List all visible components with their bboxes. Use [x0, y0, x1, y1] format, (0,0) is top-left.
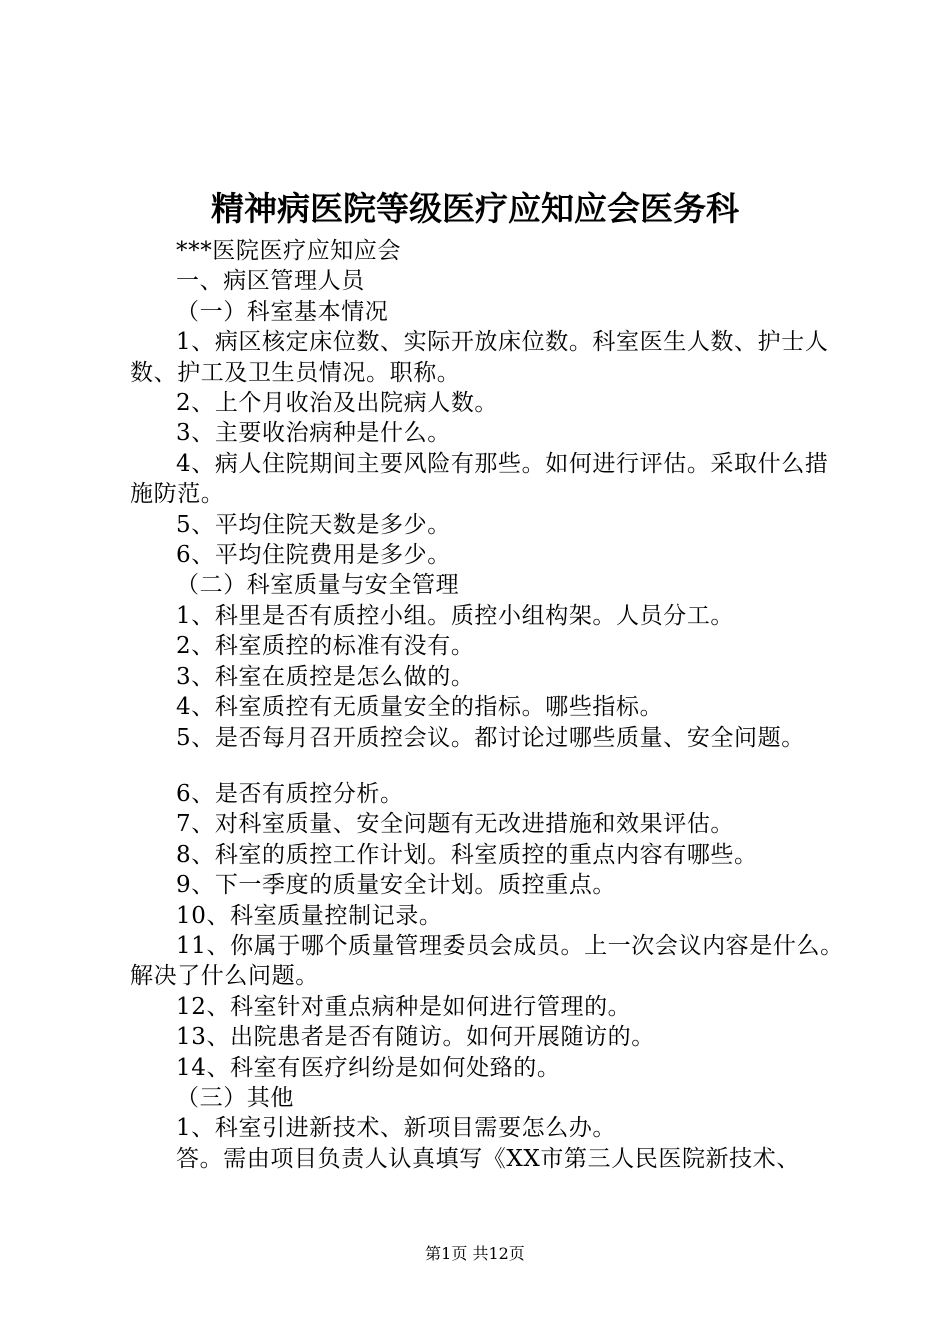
- subsection-heading: （三）其他: [176, 1084, 294, 1111]
- document-title: 精神病医院等级医疗应知应会医务科: [211, 189, 739, 228]
- list-item: 14、科室有医疗纠纷是如何处臵的。: [176, 1054, 561, 1081]
- list-item: 13、出院患者是否有随访。如何开展随访的。: [176, 1024, 655, 1051]
- subsection-heading: （二）科室质量与安全管理: [176, 572, 460, 599]
- list-item: 9、下一季度的质量安全计划。质控重点。: [176, 872, 617, 899]
- list-item: 12、科室针对重点病种是如何进行管理的。: [176, 993, 632, 1020]
- list-item: 1、科室引进新技术、新项目需要怎么办。: [176, 1115, 617, 1142]
- list-item: 6、平均住院费用是多少。: [176, 542, 451, 569]
- list-item: 4、病人住院期间主要风险有那些。如何进行评估。采取什么措施防范。: [130, 450, 829, 508]
- list-item: 4、科室质控有无质量安全的指标。哪些指标。: [176, 694, 664, 721]
- list-item: 3、主要收治病种是什么。: [176, 420, 451, 447]
- page-footer: 第1页 共12页: [425, 1244, 525, 1263]
- list-item: 11、你属于哪个质量管理委员会成员。上一次会议内容是什么。解决了什么问题。: [130, 932, 844, 990]
- list-item: 8、科室的质控工作计划。科室质控的重点内容有哪些。: [176, 841, 758, 868]
- list-item: 5、平均住院天数是多少。: [176, 511, 451, 538]
- subsection-heading: （一）科室基本情况: [176, 298, 389, 325]
- list-item: 7、对科室质量、安全问题有无改进措施和效果评估。: [176, 811, 735, 838]
- section-heading: 一、病区管理人员: [176, 268, 365, 295]
- document-body: [130, 236, 845, 1174]
- answer-paragraph: 答。需由项目负责人认真填写《XX市第三人民医院新技术、: [176, 1145, 800, 1172]
- list-item: 3、科室在质控是怎么做的。: [176, 663, 475, 690]
- paragraph-gap: [130, 753, 845, 779]
- paragraph: ***医院医疗应知应会: [176, 238, 402, 264]
- list-item: 6、是否有质控分析。: [176, 780, 404, 807]
- list-item: 2、科室质控的标准有没有。: [176, 633, 475, 660]
- list-item: 2、上个月收治及出院病人数。: [176, 390, 499, 417]
- list-item: 1、科里是否有质控小组。质控小组构架。人员分工。: [176, 602, 735, 629]
- list-item: 10、科室质量控制记录。: [176, 902, 443, 929]
- list-item: 5、是否每月召开质控会议。都讨论过哪些质量、安全问题。: [176, 724, 805, 751]
- list-item: 1、病区核定床位数、实际开放床位数。科室医生人数、护士人数、护工及卫生员情况。职称。: [130, 329, 829, 386]
